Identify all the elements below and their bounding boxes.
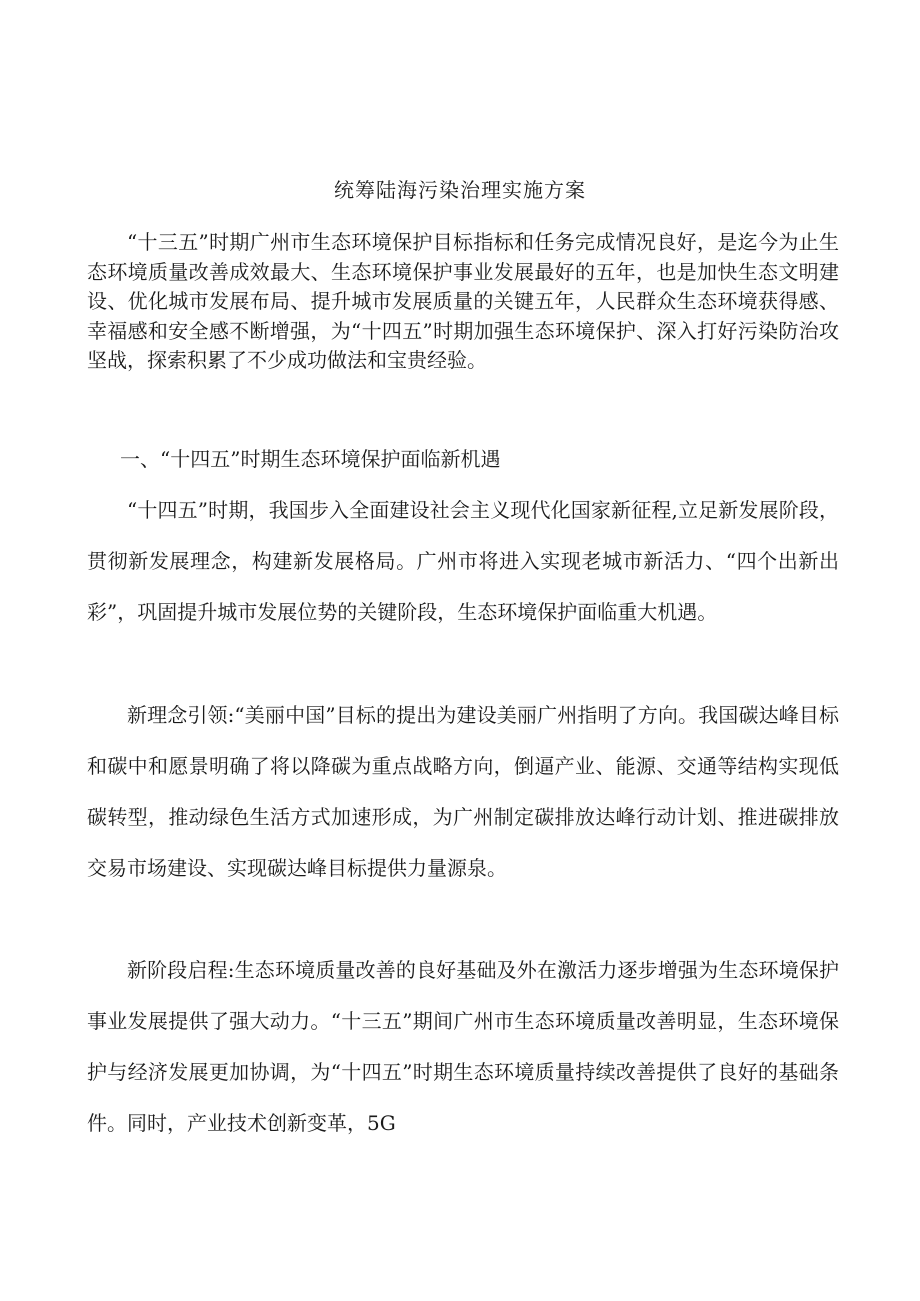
body-paragraph: 新阶段启程:生态环境质量改善的良好基础及外在激活力逐步增强为生态环境保护事业发展提供了强大动力。“十三五”期间广州市生态环境质量改善明显，生态环境保护与经济发展更加协调，为“十四五”时期生态环境质量持续改善提供了良好的基础条件。同时，产业技术创新变革，5G [87, 958, 839, 1135]
intro-paragraph: “十三五”时期广州市生态环境保护目标指标和任务完成情况良好，是迄今为止生态环境质量改善成效最大、生态环境保护事业发展最好的五年，也是加快生态文明建设、优化城市发展布局、提升城市发展质量的关键五年，人民群众生态环境获得感、幸福感和安全感不断增强，为“十四五”时期加强生态环境保护、深入打好污染防治攻坚战，探索积累了不少成功做法和宝贵经验。 [87, 230, 839, 372]
body-paragraph: 新理念引领:“美丽中国”目标的提出为建设美丽广州指明了方向。我国碳达峰目标和碳中和愿景明确了将以降碳为重点战略方向，倒逼产业、能源、交通等结构实现低碳转型，推动绿色生活方式加速形成，为广州制定碳排放达峰行动计划、推进碳排放交易市场建设、实现碳达峰目标提供力量源泉。 [87, 703, 839, 880]
body-paragraph: “十四五”时期，我国步入全面建设社会主义现代化国家新征程,立足新发展阶段，贯彻新发展理念，构建新发展格局。广州市将进入实现老城市新活力、“四个出新出彩”，巩固提升城市发展位势的关键阶段，生态环境保护面临重大机遇。 [87, 498, 839, 624]
document-title: 统筹陆海污染治理实施方案 [334, 178, 586, 202]
section-heading: 一、“十四五”时期生态环境保护面临新机遇 [120, 447, 501, 471]
